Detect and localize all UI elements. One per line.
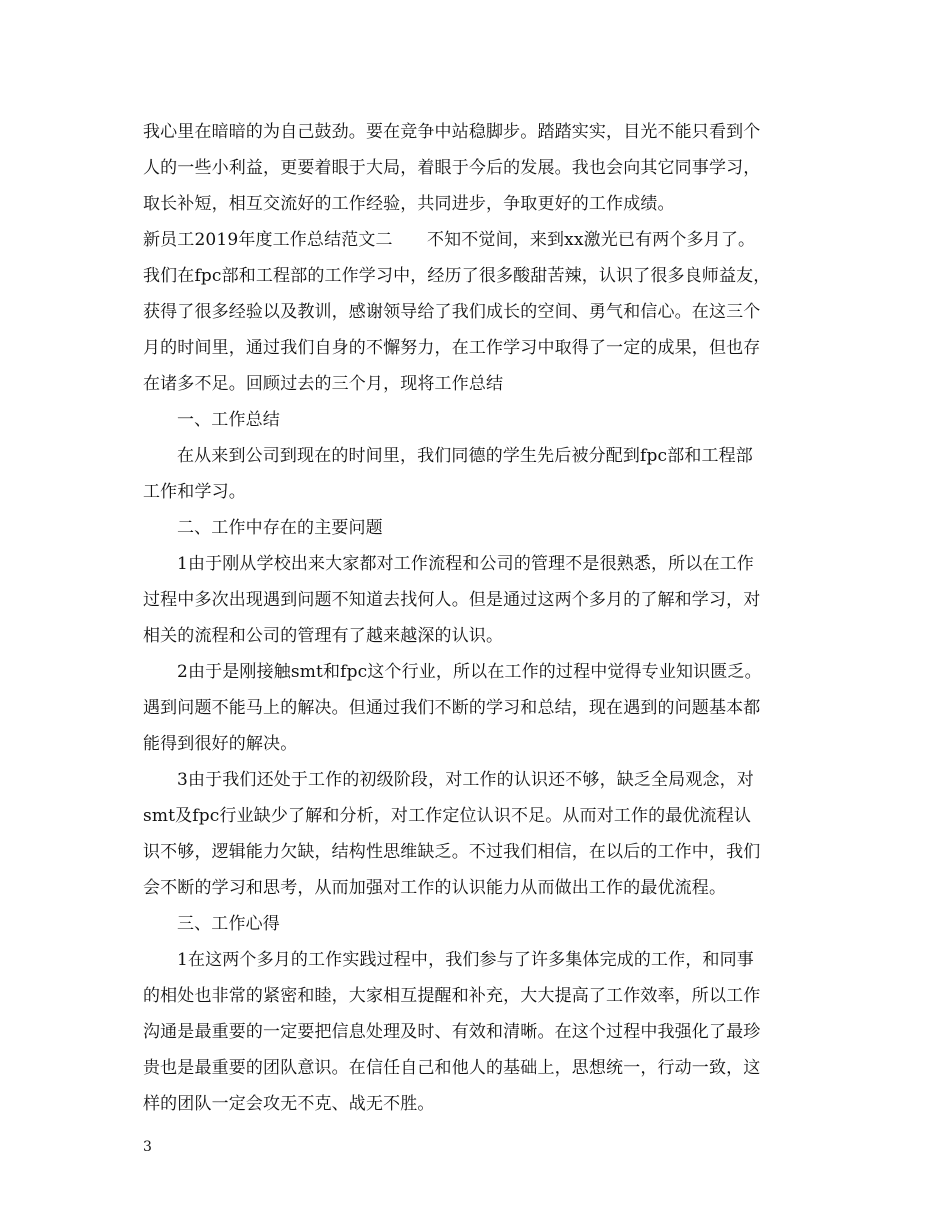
text-line: 3由于我们还处于工作的初级阶段，对工作的认识还不够，缺乏全局观念，对	[177, 770, 754, 790]
text-line: 2由于是刚接触smt和fpc这个行业，所以在工作的过程中觉得专业知识匮乏。	[177, 662, 762, 682]
text-line: 1在这两个多月的工作实践过程中，我们参与了许多集体完成的工作，和同事	[177, 950, 754, 970]
text-line: 1由于刚从学校出来大家都对工作流程和公司的管理不是很熟悉，所以在工作	[177, 554, 754, 574]
text-line: 我们在fpc部和工程部的工作学习中，经历了很多酸甜苦辣，认识了很多良师益友，	[143, 266, 771, 286]
text-line: 我心里在暗暗的为自己鼓劲。要在竞争中站稳脚步。踏踏实实，目光不能只看到个	[143, 122, 761, 142]
text-line: 一、工作总结	[177, 410, 280, 430]
text-line: 过程中多次出现遇到问题不知道去找何人。但是通过这两个多月的了解和学习，对	[143, 590, 761, 610]
text-line: 贵也是最重要的团队意识。在信任自己和他人的基础上，思想统一，行动一致，这	[143, 1058, 761, 1078]
page-number: 3	[143, 1139, 152, 1155]
text-line: smt及fpc行业缺少了解和分析，对工作定位认识不足。从而对工作的最优流程认	[143, 806, 752, 826]
text-line: 能得到很好的解决。	[143, 734, 298, 754]
text-line: 在诸多不足。回顾过去的三个月，现将工作总结	[143, 374, 504, 394]
text-line: 的相处也非常的紧密和睦，大家相互提醒和补充，大大提高了工作效率，所以工作	[143, 986, 761, 1006]
text-line: 二、工作中存在的主要问题	[177, 518, 383, 538]
text-line: 在从来到公司到现在的时间里，我们同德的学生先后被分配到fpc部和工程部	[177, 446, 753, 466]
text-line: 识不够，逻辑能力欠缺，结构性思维缺乏。不过我们相信，在以后的工作中，我们	[143, 842, 761, 862]
text-line: 沟通是最重要的一定要把信息处理及时、有效和清晰。在这个过程中我强化了最珍	[143, 1022, 761, 1042]
text-line: 人的一些小利益，更要着眼于大局，着眼于今后的发展。我也会向其它同事学习，	[143, 158, 761, 178]
text-line: 样的团队一定会攻无不克、战无不胜。	[143, 1094, 435, 1114]
text-line: 获得了很多经验以及教训，感谢领导给了我们成长的空间、勇气和信心。在这三个	[143, 302, 761, 322]
text-line: 相关的流程和公司的管理有了越来越深的认识。	[143, 626, 504, 646]
text-line: 新员工2019年度工作总结范文二 不知不觉间，来到xx激光已有两个多月了。	[143, 230, 756, 250]
text-line: 取长补短，相互交流好的工作经验，共同进步，争取更好的工作成绩。	[143, 194, 675, 214]
document-body	[143, 114, 811, 1122]
text-line: 月的时间里，通过我们自身的不懈努力，在工作学习中取得了一定的成果，但也存	[143, 338, 761, 358]
text-line: 工作和学习。	[143, 482, 246, 502]
text-line: 会不断的学习和思考，从而加强对工作的认识能力从而做出工作的最优流程。	[143, 878, 727, 898]
text-line: 遇到问题不能马上的解决。但通过我们不断的学习和总结，现在遇到的问题基本都	[143, 698, 761, 718]
text-line: 三、工作心得	[177, 914, 280, 934]
